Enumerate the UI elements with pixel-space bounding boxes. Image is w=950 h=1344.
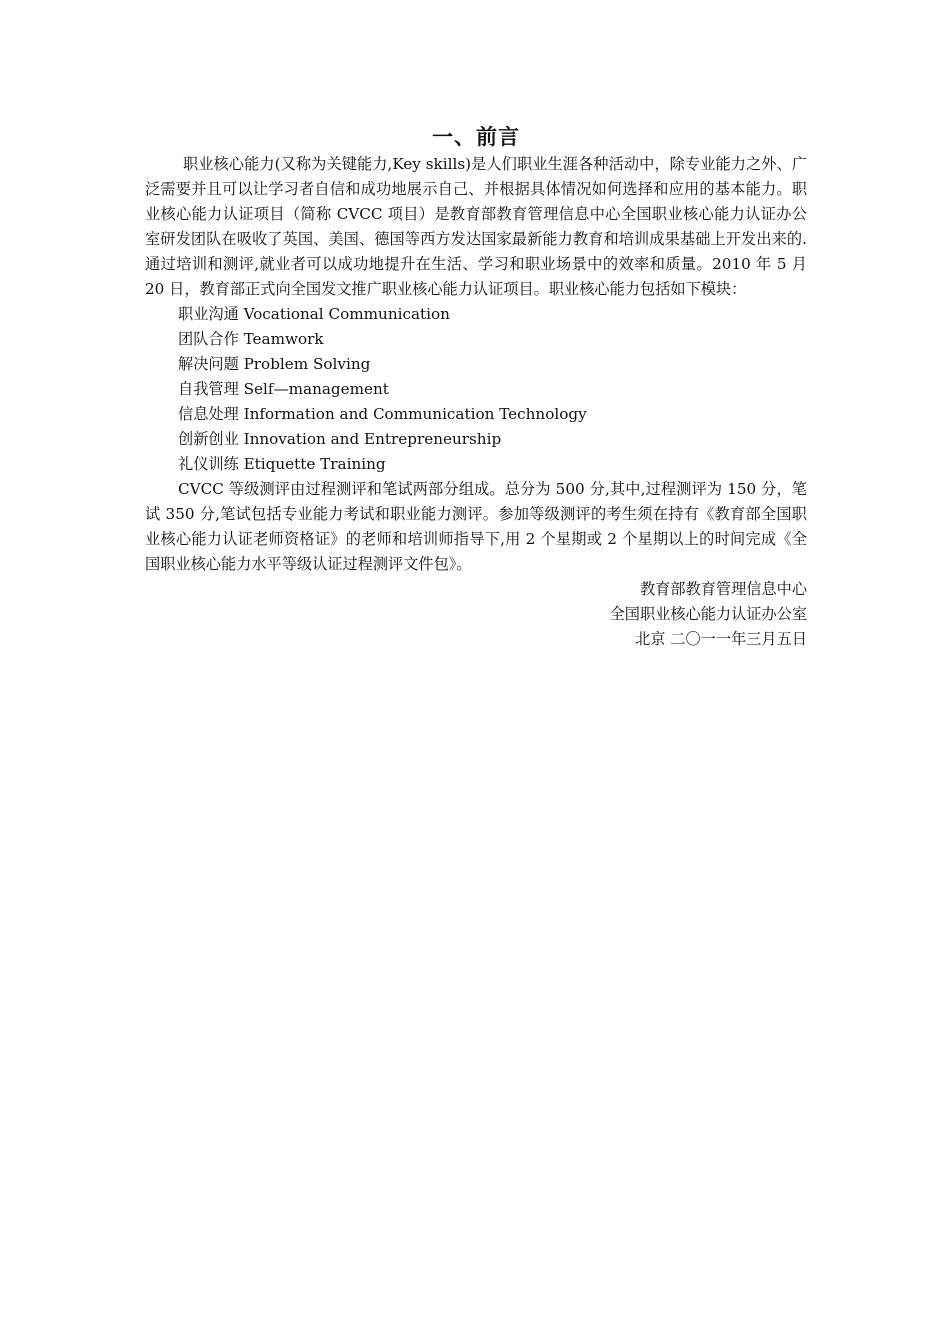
module-item-ict: 信息处理 Information and Communication Technology — [178, 405, 587, 423]
module-list — [145, 302, 807, 477]
module-item-self-management: 自我管理 Self—management — [178, 380, 389, 398]
assessment-paragraph: CVCC 等级测评由过程测评和笔试两部分组成。总分为 500 分,其中,过程测评为 150 分，笔试 350 分,笔试包括专业能力考试和职业能力测评。参加等级测评的考生须在持有《教育部全国职业核心能力认证老师资格证》的老师和培训师指导下,用 2 个星期或 2 个星期以上的时间完成《全国职业核心能力水平等级认证过程测评文件包》。 — [145, 480, 807, 573]
document-page — [145, 122, 807, 652]
intro-paragraph: 职业核心能力(又称为关键能力,Key skills)是人们职业生涯各种活动中，除专业能力之外、广泛需要并且可以让学习者自信和成功地展示自己、并根据具体情况如何选择和应用的基本能力。职业核心能力认证项目（简称 CVCC 项目）是教育部教育管理信息中心全国职业核心能力认证办公室研发团队在吸收了英国、美国、德国等西方发达国家最新能力教育和培训成果基础上开发出来的.通过培训和测评,就业者可以成功地提升在生活、学习和职业场景中的效率和质量。2010 年 5 月 20 日，教育部正式向全国发文推广职业核心能力认证项目。职业核心能力包括如下模块： — [145, 155, 807, 298]
document-title: 一、前言 — [432, 124, 520, 149]
signature-organization: 教育部教育管理信息中心 — [639, 580, 807, 598]
module-item-etiquette: 礼仪训练 Etiquette Training — [178, 455, 386, 473]
signature-office: 全国职业核心能力认证办公室 — [609, 605, 807, 623]
module-item-communication: 职业沟通 Vocational Communication — [178, 305, 450, 323]
module-item-teamwork: 团队合作 Teamwork — [178, 330, 324, 348]
module-item-problem-solving: 解决问题 Problem Solving — [178, 355, 371, 373]
signature-place-date: 北京 二〇一一年三月五日 — [635, 630, 807, 648]
signature-block — [145, 577, 807, 652]
module-item-innovation: 创新创业 Innovation and Entrepreneurship — [178, 430, 502, 448]
